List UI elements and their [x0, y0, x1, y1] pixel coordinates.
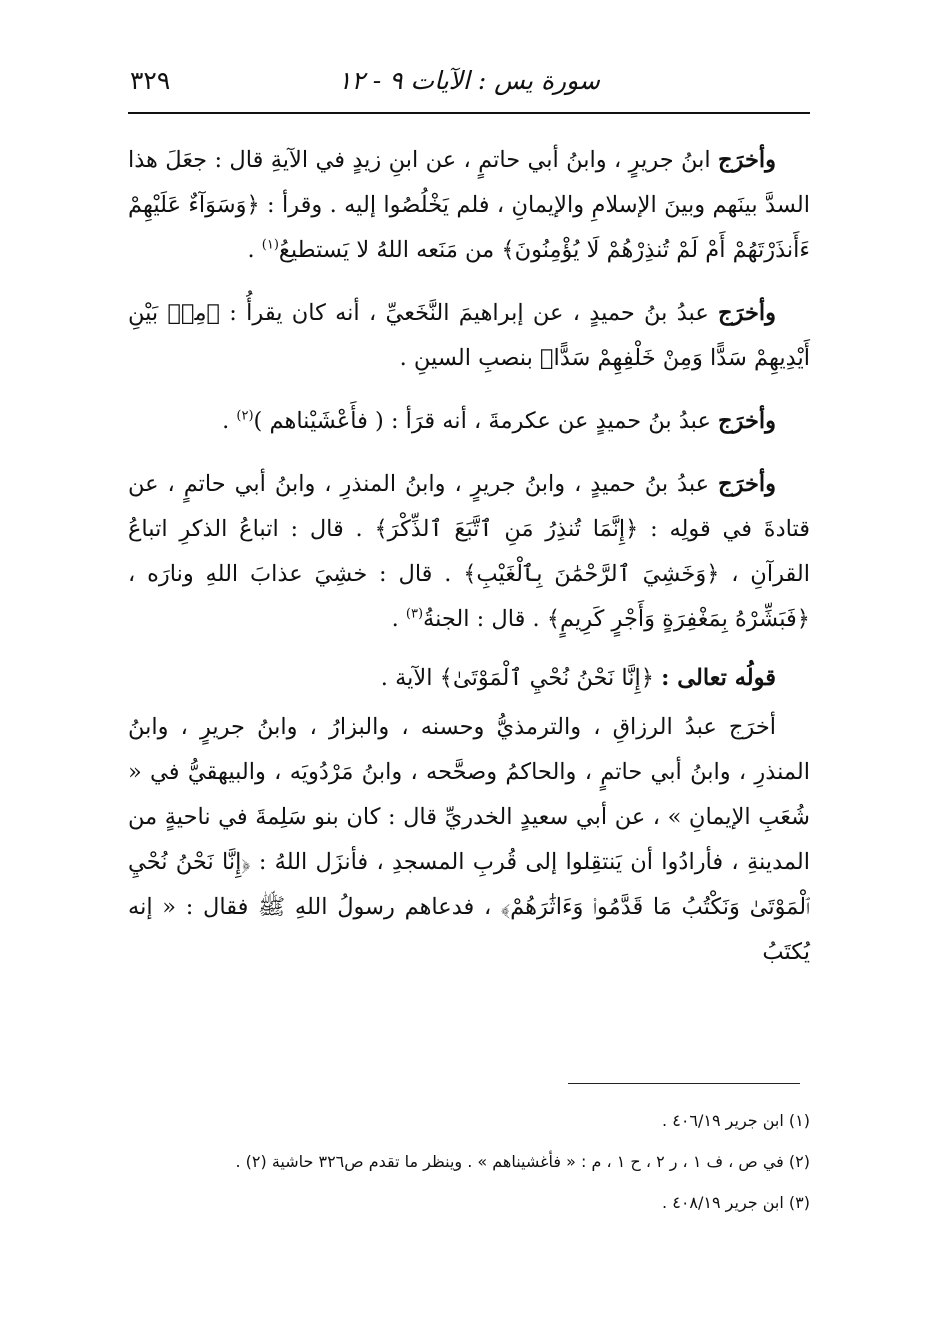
footnote-ref: (٢) [236, 408, 254, 424]
page-number: ٣٢٩ [130, 66, 171, 95]
paragraph-text: عبدُ بنُ حميدٍ عن عكرمةَ ، أنه قرَأ : ( فأَعْشَيْناهم ) [253, 408, 719, 434]
paragraph-lead: وأخرَج [718, 147, 776, 173]
paragraph-lead: وأخرَج [718, 471, 776, 497]
paragraph-5: أخرَج عبدُ الرزاقِ ، والترمذيُّ وحسنه ، والبزارُ ، وابنُ جريرٍ ، وابنُ المنذرِ ، وابنُ أبي حاتمٍ ، والحاكمُ وصحَّحه ، وابنُ مَرْدُويَه ، والبيهقيُّ في « شُعَبِ الإيمانِ » ، عن أبي سعيدٍ الخدريِّ قال : كان بنو سَلِمةَ في ناحيةٍ من المدينةِ ، فأرادُوا أن يَنتقِلوا إلى قُربِ المسجدِ ، فأنزَل اللهُ : ﴿إِنَّا نَحْنُ نُحْيِ ٱلْمَوْتَىٰ وَنَكْتُبُ مَا قَدَّمُوا۟ وَءَاثَٰرَهُمْ﴾ ، فدعاهم رسولُ اللهِ ﷺ فقال : « إنه يُكتَبُ [128, 714, 811, 965]
paragraph-lead: وأخرَج [718, 408, 776, 434]
paragraph-text: ابنُ جريرٍ ، وابنُ أبي حاتمٍ ، عن ابنِ زيدٍ في الآيةِ قال : جعَلَ هذا السدَّ بينَهم وبينَ الإسلامِ والإيمانِ ، فلم يَخْلُصُوا إليه . وقرأ : ﴿وَسَوَآءٌ عَلَيْهِمْ ءَأَنذَرْتَهُمْ أَمْ لَمْ تُنذِرْهُمْ لَا يُؤْمِنُونَ﴾ من مَنَعه اللهُ لا يَستطيعُ [128, 147, 810, 263]
paragraph-text: عبدُ بنُ حميدٍ ، وابنُ جريرٍ ، وابنُ المنذرِ ، وابنُ أبي حاتمٍ ، عن قتادةَ في قولِه : ﴿إِنَّمَا تُنذِرُ مَنِ ٱتَّبَعَ ٱلذِّكْرَ﴾ . قال : اتباعُ الذكرِ اتباعُ القرآنِ ، ﴿وَخَشِيَ ٱلرَّحْمَٰنَ بِٱلْغَيْبِ﴾ . قال : خشِيَ عذابَ اللهِ ونارَه ، ﴿فَبَشِّرْهُ بِمَغْفِرَةٍ وَأَجْرٍ كَرِيمٍ﴾ . قال : الجنةُ [128, 471, 810, 632]
footnote-1: (١) ابن جرير ٤٠٦/١٩ . [662, 1111, 810, 1130]
paragraph-tail: . [391, 606, 406, 632]
footnote-rule [568, 1083, 800, 1084]
heading-lead: قولُه تعالى : [661, 665, 776, 691]
paragraph-tail: . [222, 408, 237, 434]
footnote-2: (٢) في ص ، ف ١ ، ر ٢ ، ح ١ ، م : « فأغشيناهم » . وينظر ما تقدم ص٣٢٦ حاشية (٢) . [235, 1152, 810, 1171]
paragraph-text: عبدُ بنُ حميدٍ ، عن إبراهيمَ النَّخَعيِّ ، أنه كان يقرأُ : ﴿مِنۢ بَيْنِ أَيْدِيهِمْ سَدًّا وَمِنْ خَلْفِهِمْ سَدًّا﴾ بنصبِ السينِ . [128, 300, 810, 371]
paragraph-4 [128, 462, 810, 642]
footnote-3: (٣) ابن جرير ٤٠٨/١٩ . [662, 1193, 810, 1212]
footnote-ref: (١) [261, 237, 279, 253]
paragraph-1 [128, 138, 810, 273]
footnotes [128, 1100, 810, 1223]
footnote-ref: (٣) [405, 606, 424, 622]
paragraph-3 [128, 399, 810, 444]
page-header [130, 60, 810, 110]
verse-heading [128, 656, 810, 701]
paragraph-2 [128, 291, 810, 381]
header-rule [128, 112, 810, 114]
paragraph-tail: . [247, 237, 262, 263]
running-title: سورة يس : الآيات ٩ - ١٢ [337, 66, 600, 95]
paragraph-lead: وأخرَج [718, 300, 776, 326]
heading-text: ﴿إِنَّا نَحْنُ نُحْيِ ٱلْمَوْتَىٰ﴾ الآية . [380, 665, 662, 691]
main-text [128, 138, 810, 975]
